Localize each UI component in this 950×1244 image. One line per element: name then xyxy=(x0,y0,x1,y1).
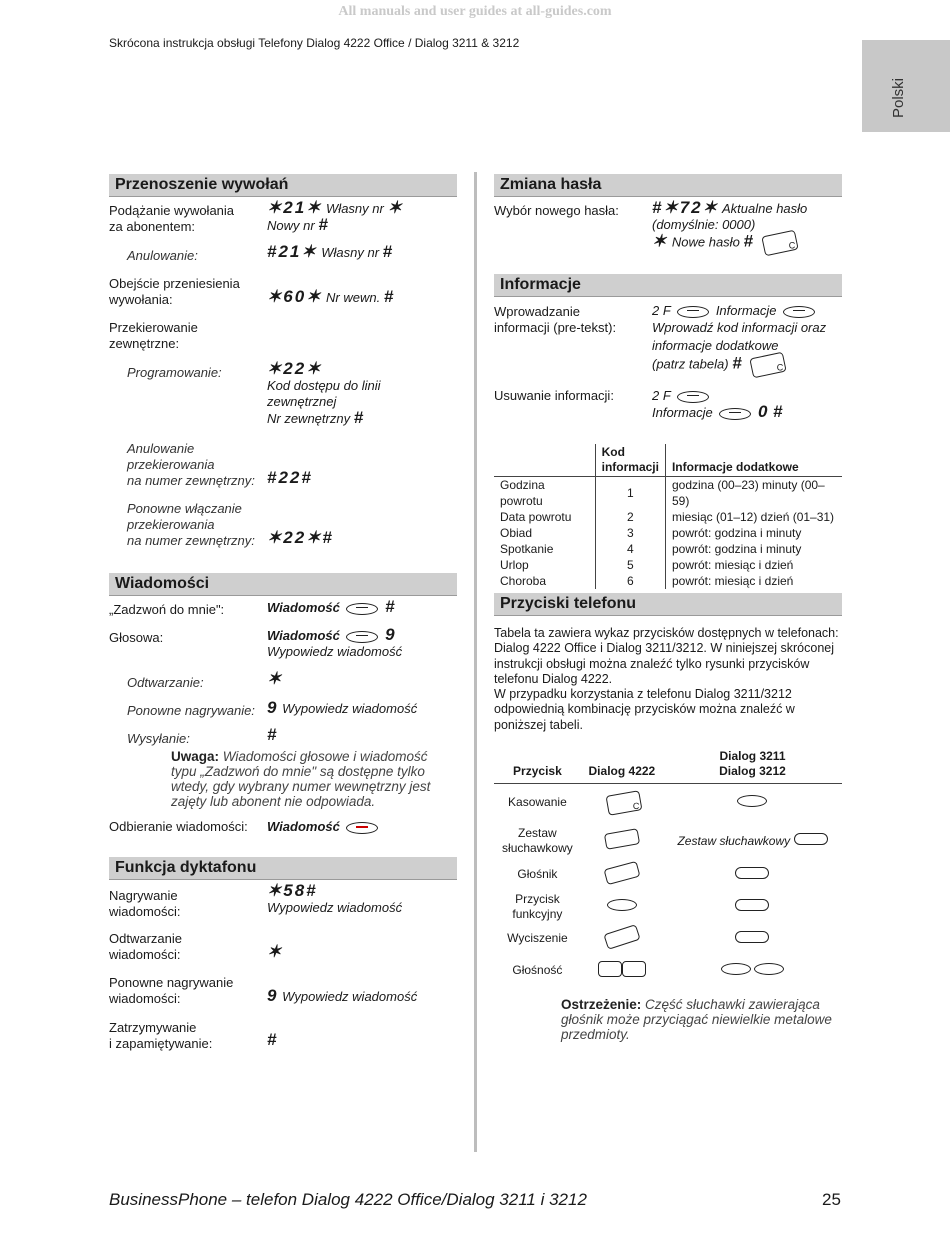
table-cell: 6 xyxy=(595,573,665,589)
key-name: Wyciszenie xyxy=(507,931,568,945)
hash-symbol: # xyxy=(385,597,397,616)
label-przekierowanie: Przekierowanie zewnętrzne: xyxy=(109,320,198,351)
text-nowe-haslo: Nowe hasło xyxy=(671,234,740,250)
note-ostrzezenie-text: Część słuchawki zawierająca głośnik może przyciągać niewielkie metalowe przedmioty. xyxy=(561,997,832,1042)
volume-up-key-icon xyxy=(622,961,646,977)
note-uwaga xyxy=(171,749,456,809)
section-title-haslo: Zmiana hasła xyxy=(494,174,842,197)
label-wysylanie: Wysyłanie: xyxy=(127,731,190,746)
code-haslo: #✶72✶ xyxy=(652,198,719,217)
label-anulowanie: Anulowanie: xyxy=(127,248,198,263)
digit-nine: 9 xyxy=(267,698,279,717)
przyciski-paragraph-1: Tabela ta zawiera wykaz przycisków dostępnych w telefonach: Dialog 4222 Office i Dialog 3211/3212. W niniejszej skróconej instrukcji obsługi można znaleźć tylko rysunki przycisków telefonu Dialog 4222. xyxy=(494,626,839,686)
column-divider xyxy=(474,172,477,1152)
label-podazanie: Podążanie wywołania za abonentem: xyxy=(109,203,235,234)
code-ponowne-wlaczanie: ✶22✶# xyxy=(267,528,334,547)
hash-symbol: # xyxy=(267,725,279,744)
table-row xyxy=(494,573,842,589)
table-row xyxy=(494,924,842,954)
table-header: Dialog 4222 xyxy=(581,748,663,784)
text-wlasny-nr: Własny nr xyxy=(326,201,384,216)
label-glosowa: Głosowa: xyxy=(109,630,164,645)
value-glosowa xyxy=(267,627,402,660)
przyciski-paragraph-2: W przypadku korzystania z telefonu Dialog 3211/3212 odpowiednią kombinację przycisków można znaleźć w poniższej tabeli. xyxy=(494,687,795,732)
note-ostrzezenie xyxy=(561,997,846,1042)
text-informacje: Informacje xyxy=(715,303,777,318)
code-anulowanie-przekierowania: #22# xyxy=(267,468,313,487)
value-nagrywanie xyxy=(267,883,402,916)
code-programowanie: ✶22✶ xyxy=(267,359,323,378)
value-zatrzymywanie xyxy=(267,1032,278,1049)
section-title-przyciski: Przyciski telefonu xyxy=(494,593,842,616)
language-tab xyxy=(862,40,950,132)
value-obejscie xyxy=(267,289,395,306)
label-zatrzymywanie: Zatrzymywanie i zapamiętywanie: xyxy=(109,1020,213,1051)
value-ponowne-nagrywanie xyxy=(267,700,417,717)
label-zadzwon: „Zadzwoń do mnie": xyxy=(109,602,225,617)
label-nagrywanie: Nagrywanie wiadomości: xyxy=(109,888,181,919)
volume-down-key-icon xyxy=(598,961,622,977)
table-row xyxy=(494,477,842,510)
value-programowanie xyxy=(267,361,380,427)
value-odbieranie xyxy=(267,819,381,835)
hash-symbol: # xyxy=(382,242,395,261)
function-key-3211-icon xyxy=(735,899,769,911)
hash-symbol: # xyxy=(732,353,744,373)
star-symbol: ✶ xyxy=(267,942,284,961)
clear-key-3211-icon xyxy=(737,795,767,807)
note-uwaga-text: Wiadomości głosowe i wiadomość typu „Zadzwoń do mnie" są dostępne tylko wtedy, gdy wybrany numer wewnętrzny jest zajęty lub abonent nie odpowiada. xyxy=(171,749,431,809)
section-title-dyktafon: Funkcja dyktafonu xyxy=(109,857,457,880)
function-key-icon xyxy=(677,306,709,318)
table-row xyxy=(494,822,842,860)
hash-symbol: # xyxy=(383,287,396,306)
star-symbol: ✶ xyxy=(652,231,669,251)
table-cell: Urlop xyxy=(500,558,529,572)
table-cell: 5 xyxy=(595,557,665,573)
hash-symbol: # xyxy=(773,402,785,421)
table-row xyxy=(494,860,842,890)
code-anulowanie: #21✶ xyxy=(267,242,318,261)
label-programowanie: Programowanie: xyxy=(127,365,222,380)
text-aktualne-haslo: Aktualne hasło (domyślnie: 0000) xyxy=(652,201,808,232)
page-header: Skrócona instrukcja obsługi Telefony Dialog 4222 Office / Dialog 3211 & 3212 xyxy=(109,36,520,50)
function-key-icon xyxy=(607,899,637,911)
text-2f: 2 F xyxy=(652,388,671,403)
volume-down-3211-icon xyxy=(721,963,751,975)
table-cell: powrót: miesiąc i dzień xyxy=(671,558,794,572)
mute-key-icon xyxy=(603,924,640,950)
text-wypowiedz: Wypowiedz wiadomość xyxy=(267,900,403,915)
key-name: Głośnik xyxy=(517,867,558,881)
note-uwaga-label: Uwaga: xyxy=(171,749,220,764)
clear-key-icon xyxy=(750,352,787,379)
key-name: Głośność xyxy=(512,963,563,977)
text-wprowadz: Wprowadź kod informacji oraz informacje dodatkowe (patrz tabela) xyxy=(652,320,827,372)
table-header: Dialog 3211 Dialog 3212 xyxy=(663,748,842,784)
label-wprowadzanie: Wprowadzanie informacji (pre-tekst): xyxy=(494,304,617,335)
digit-zero: 0 xyxy=(757,402,770,421)
hash-symbol: # xyxy=(743,231,755,251)
table-header: Przycisk xyxy=(494,748,581,784)
label-usuwanie: Usuwanie informacji: xyxy=(494,388,614,403)
table-row xyxy=(494,509,842,525)
headset-3211-label: Zestaw słuchawkowy xyxy=(677,833,791,848)
code-nagrywanie: ✶58# xyxy=(267,881,318,900)
value-anulowanie-przekierowania xyxy=(267,470,313,487)
przyciski-description xyxy=(494,626,844,733)
table-row xyxy=(494,541,842,557)
note-ostrzezenie-label: Ostrzeżenie: xyxy=(561,997,642,1012)
text-wiadomosc: Wiadomość xyxy=(267,628,340,643)
table-header xyxy=(494,444,595,477)
watermark: All manuals and user guides at all-guides.com xyxy=(338,4,612,19)
clear-key-icon xyxy=(761,230,798,257)
message-key-icon xyxy=(346,603,378,615)
star-symbol: ✶ xyxy=(387,198,404,217)
headset-key-3211-icon xyxy=(794,833,828,845)
text-kod-dostepu: Kod dostępu do linii zewnętrznej xyxy=(267,378,381,409)
text-wypowiedz: Wypowiedz wiadomość xyxy=(282,701,418,716)
text-wypowiedz: Wypowiedz wiadomość xyxy=(282,989,418,1004)
hash-symbol: # xyxy=(267,1030,279,1049)
table-cell: Obiad xyxy=(500,526,533,540)
value-wysylanie xyxy=(267,727,278,744)
value-odtwarzanie xyxy=(267,671,283,688)
message-key-red-icon xyxy=(346,822,378,834)
info-code-table xyxy=(494,444,842,589)
text-nr-zewnetrzny: Nr zewnętrzny xyxy=(267,411,351,426)
page-number: 25 xyxy=(822,1190,841,1209)
value-wprowadzanie xyxy=(652,303,847,375)
text-wlasny-nr: Własny nr xyxy=(321,245,380,260)
label-odtwarzanie-dyktafon: Odtwarzanie wiadomości: xyxy=(109,931,182,962)
value-usuwanie xyxy=(652,388,785,421)
speaker-key-icon xyxy=(603,860,640,884)
value-wybor-hasla xyxy=(652,200,847,253)
text-wiadomosc: Wiadomość xyxy=(267,819,340,834)
text-wypowiedz: Wypowiedz wiadomość xyxy=(267,644,403,659)
clear-key-icon xyxy=(605,790,642,816)
table-cell: 4 xyxy=(595,541,665,557)
page-footer: BusinessPhone – telefon Dialog 4222 Office/Dialog 3211 i 3212 xyxy=(109,1190,587,1209)
table-cell: Spotkanie xyxy=(500,542,554,556)
value-podazanie xyxy=(267,200,404,234)
function-key-icon xyxy=(719,408,751,420)
key-name: Zestaw słuchawkowy xyxy=(502,825,573,855)
text-informacje: Informacje xyxy=(652,405,713,420)
key-name: Kasowanie xyxy=(508,795,567,810)
label-obejscie: Obejście przeniesienia wywołania: xyxy=(109,276,240,307)
table-cell: Data powrotu xyxy=(500,510,572,524)
function-key-icon xyxy=(677,391,709,403)
digit-nine: 9 xyxy=(267,986,279,1005)
label-odtwarzanie: Odtwarzanie: xyxy=(127,675,204,690)
table-row xyxy=(494,525,842,541)
table-header: Kod informacji xyxy=(595,444,665,477)
section-title-wiadomosci: Wiadomości xyxy=(109,573,457,596)
value-zadzwon xyxy=(267,599,397,616)
table-cell: powrót: godzina i minuty xyxy=(671,526,802,540)
value-anulowanie xyxy=(267,244,394,261)
section-title-informacje: Informacje xyxy=(494,274,842,297)
text-nr-wewn: Nr wewn. xyxy=(326,290,381,305)
hash-symbol: # xyxy=(353,408,366,427)
table-cell: Godzina powrotu xyxy=(500,478,545,508)
table-row xyxy=(494,890,842,924)
message-key-icon xyxy=(346,631,378,643)
text-2f: 2 F xyxy=(652,303,671,318)
digit-nine: 9 xyxy=(385,625,397,644)
label-ponowne-wlaczanie: Ponowne włączanie przekierowania na numer zewnętrzny: xyxy=(127,501,255,548)
language-tab-label: Polski xyxy=(890,77,907,118)
table-cell: miesiąc (01–12) dzień (01–31) xyxy=(671,510,835,524)
table-cell: powrót: miesiąc i dzień xyxy=(671,574,794,588)
table-cell: Choroba xyxy=(500,574,547,588)
headset-key-icon xyxy=(604,828,640,850)
table-row xyxy=(494,954,842,988)
section-title-przenoszenie: Przenoszenie wywołań xyxy=(109,174,457,197)
label-ponowne-nagrywanie-dyktafon: Ponowne nagrywanie wiadomości: xyxy=(109,975,234,1006)
table-header: Informacje dodatkowe xyxy=(665,444,842,477)
value-ponowne-nagrywanie-dyktafon xyxy=(267,988,417,1005)
code-podazanie: ✶21✶ xyxy=(267,198,323,217)
mute-key-3211-icon xyxy=(735,931,769,943)
table-row xyxy=(494,784,842,822)
label-ponowne-nagrywanie: Ponowne nagrywanie: xyxy=(127,703,255,718)
function-key-icon xyxy=(783,306,815,318)
text-wiadomosc: Wiadomość xyxy=(267,600,340,615)
table-row xyxy=(494,557,842,573)
table-cell: 2 xyxy=(595,509,665,525)
code-obejscie: ✶60✶ xyxy=(267,287,323,306)
hash-symbol: # xyxy=(318,215,330,234)
table-cell: 1 xyxy=(595,477,665,510)
star-symbol: ✶ xyxy=(267,669,284,688)
table-cell: 3 xyxy=(595,525,665,541)
key-name: Przycisk funkcyjny xyxy=(512,891,563,921)
speaker-key-3211-icon xyxy=(735,867,769,879)
label-wybor-hasla: Wybór nowego hasła: xyxy=(494,203,619,218)
table-cell: godzina (00–23) minuty (00–59) xyxy=(671,478,825,508)
value-odtwarzanie-dyktafon xyxy=(267,944,283,961)
keys-table xyxy=(494,748,842,988)
text-nowy-nr: Nowy nr xyxy=(267,218,315,233)
volume-up-3211-icon xyxy=(754,963,784,975)
value-ponowne-wlaczanie xyxy=(267,530,334,547)
table-cell: powrót: godzina i minuty xyxy=(671,542,802,556)
label-odbieranie: Odbieranie wiadomości: xyxy=(109,819,248,834)
label-anulowanie-przekierowania: Anulowanie przekierowania na numer zewnętrzny: xyxy=(127,441,255,488)
